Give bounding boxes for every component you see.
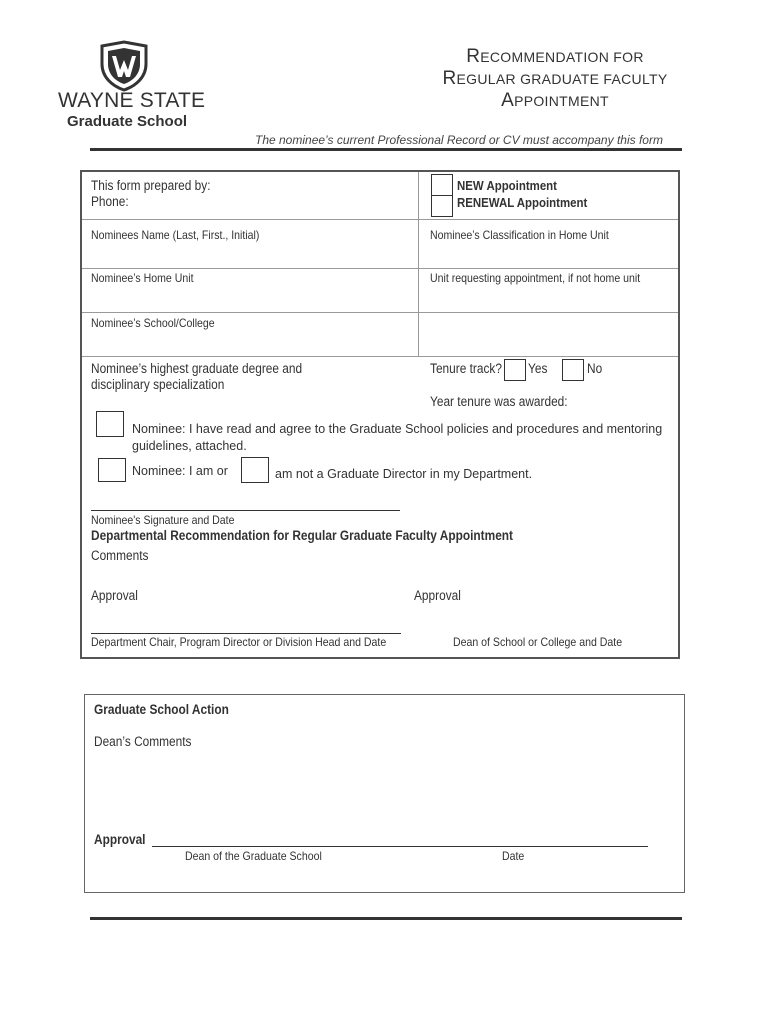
graduate-dean-label: Dean of the Graduate School	[185, 849, 322, 863]
requesting-unit-field[interactable]: Unit requesting appointment, if not home unit	[430, 271, 641, 285]
agreement-text-line-2: guidelines, attached.	[132, 439, 247, 453]
graduate-school-action-box	[84, 694, 685, 893]
wayne-state-shield-logo	[99, 40, 149, 92]
departmental-recommendation-heading: Departmental Recommendation for Regular Graduate Faculty Appointment	[91, 528, 514, 543]
tenure-yes-label: Yes	[528, 361, 548, 376]
logo-wordmark: WAYNE STATE	[58, 89, 206, 112]
graduate-director-prefix: Nominee: I am or	[132, 464, 228, 478]
not-graduate-director-checkbox[interactable]	[241, 457, 269, 483]
footer-rule	[90, 917, 682, 920]
agreement-checkbox[interactable]	[96, 411, 124, 437]
tenure-no-checkbox[interactable]	[562, 359, 584, 381]
tenure-no-label: No	[587, 361, 603, 376]
form-title-line-3: APPOINTMENT	[501, 90, 609, 111]
grid-line	[418, 172, 419, 357]
prepared-by-label: This form prepared by:	[91, 178, 211, 193]
deans-comments-label: Dean’s Comments	[94, 734, 192, 749]
dean-approval-label: Approval	[414, 588, 461, 603]
department-chair-label: Department Chair, Program Director or Division Head and Date	[91, 635, 387, 649]
tenure-track-label: Tenure track?	[430, 361, 502, 376]
renewal-appointment-checkbox[interactable]	[431, 195, 453, 217]
graduate-school-action-heading: Graduate School Action	[94, 702, 229, 717]
degree-label-line-2: disciplinary specialization	[91, 377, 225, 392]
tenure-yes-checkbox[interactable]	[504, 359, 526, 381]
nomination-form-box	[80, 170, 680, 659]
school-dean-label: Dean of School or College and Date	[453, 635, 623, 649]
header-rule	[90, 148, 682, 151]
graduate-approval-label: Approval	[94, 832, 146, 847]
grid-line	[82, 312, 678, 313]
form-title	[420, 46, 690, 112]
degree-label-line-1: Nominee’s highest graduate degree and	[91, 361, 303, 376]
department-comments-label: Comments	[91, 548, 149, 563]
graduate-director-checkbox[interactable]	[98, 458, 126, 482]
new-appointment-checkbox[interactable]	[431, 174, 453, 196]
grid-line	[82, 268, 678, 269]
renewal-appointment-label: RENEWAL Appointment	[457, 195, 588, 210]
classification-field[interactable]: Nominee’s Classification in Home Unit	[430, 228, 609, 242]
tenure-year-field[interactable]: Year tenure was awarded:	[430, 394, 568, 409]
phone-label: Phone:	[91, 194, 129, 209]
graduate-date-label: Date	[502, 849, 525, 863]
school-college-field[interactable]: Nominee’s School/College	[91, 316, 215, 330]
new-appointment-label: NEW Appointment	[457, 178, 557, 193]
graduate-director-suffix: am not a Graduate Director in my Department.	[275, 467, 533, 481]
department-chair-signature-line[interactable]	[91, 633, 401, 634]
nominee-signature-line[interactable]	[91, 510, 400, 511]
graduate-dean-signature-line[interactable]	[152, 846, 648, 847]
cv-requirement-note: The nominee’s current Professional Record or CV must accompany this form	[255, 133, 663, 147]
department-approval-label: Approval	[91, 588, 138, 603]
grid-line	[82, 219, 678, 220]
agreement-text-line-1: Nominee: I have read and agree to the Graduate School policies and procedures and mentoring	[132, 422, 663, 436]
nominee-name-field[interactable]: Nominees Name (Last, First., Initial)	[91, 228, 260, 242]
form-title-line-2: REGULAR GRADUATE FACULTY	[442, 68, 668, 89]
form-title-line-1: RECOMMENDATION FOR	[466, 46, 644, 67]
nominee-signature-label: Nominee's Signature and Date	[91, 513, 235, 527]
home-unit-field[interactable]: Nominee’s Home Unit	[91, 271, 194, 285]
grid-line	[82, 356, 678, 357]
logo-subtitle: Graduate School	[67, 113, 188, 130]
